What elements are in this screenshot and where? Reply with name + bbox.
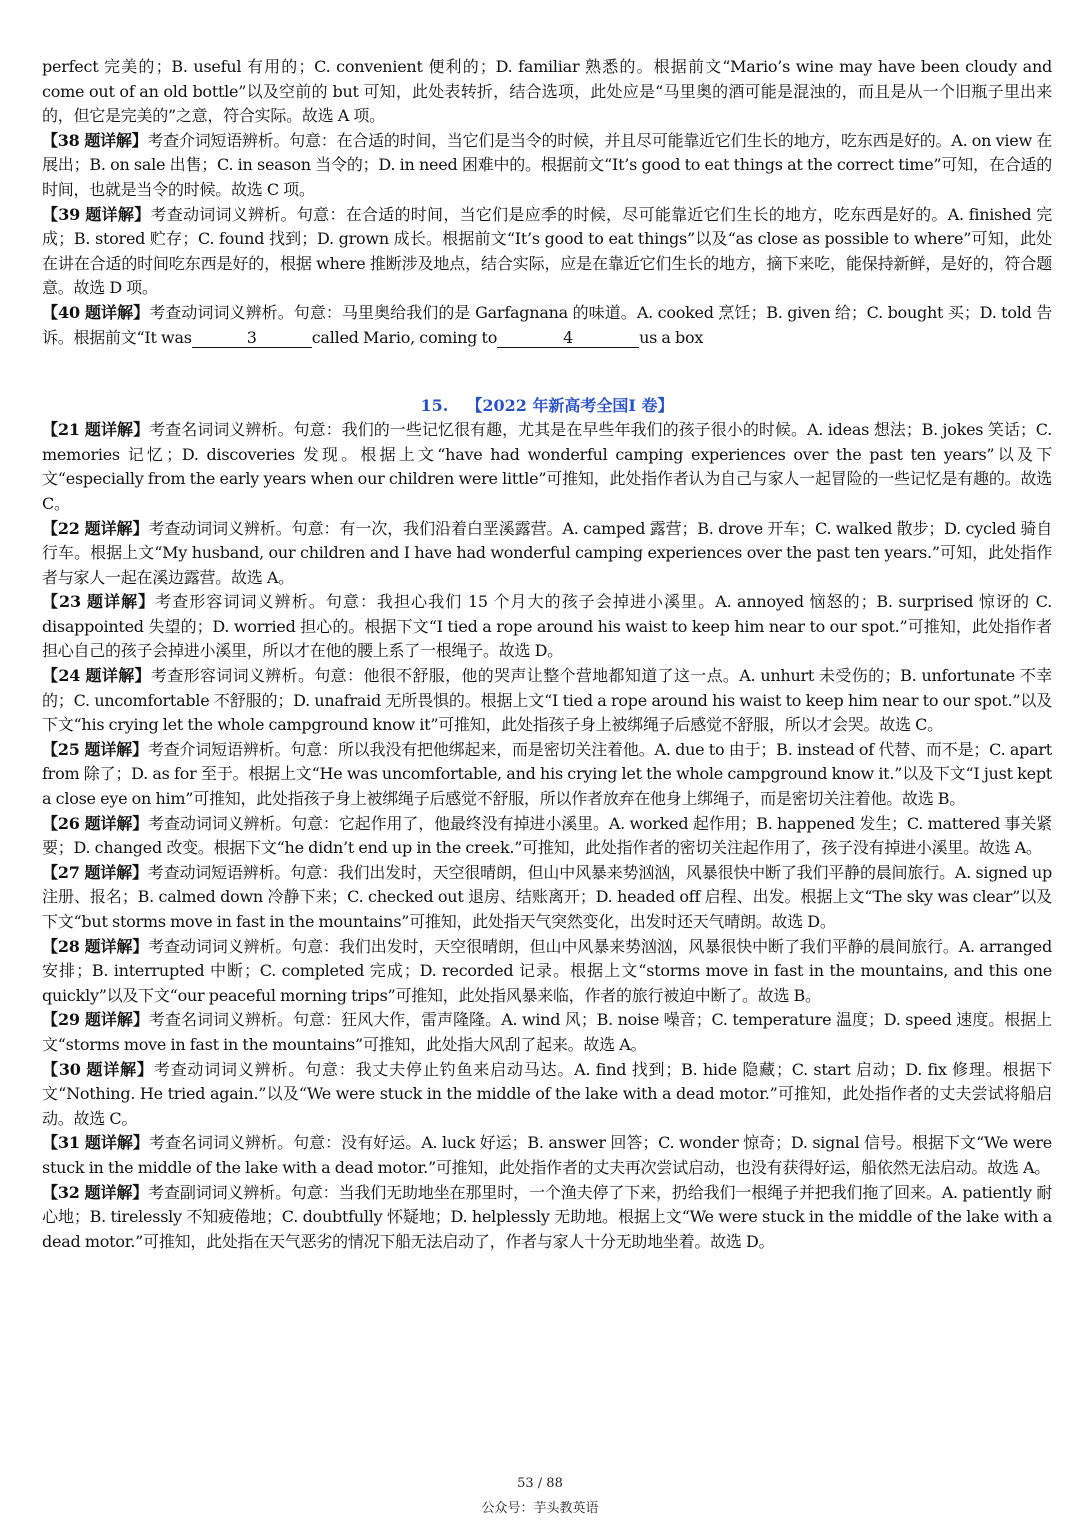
question-label: 【28 题详解】 [42, 936, 149, 956]
paragraph-text: 考查形容词词义辨析。句意：我担心我们 15 个月大的孩子会掉进小溪里。A. annoyed 恼怒的；B. surprised 惊讶的 C. disappointed 失望的；D. worried 担心的。根据下文“I tied a rope around his waist to keep him near to our spot.”可推知，此处指作者担心自己的孩子会掉进小溪里，所以才在他的腰上系了一根绳子。故选 D。 [42, 592, 1052, 661]
paragraph-q31 [42, 1131, 1052, 1180]
paragraph-q24 [42, 664, 1052, 738]
question-label: 【26 题详解】 [42, 813, 149, 833]
paragraph-text: 考查介词短语辨析。句意：所以我没有把他绑起来，而是密切关注着他。A. due to 由于；B. instead of 代替、而不是；C. apart from 除了；D. as for 至于。根据上文“He was uncomfortable, and his crying let the whole campground know it.”以及下文“I just kept a close eye on him”可推知，此处指孩子身上被绑绳子后感觉不舒服，所以作者放弃在他身上绑绳子，而是密切关注着他。故选 B。 [42, 739, 1052, 809]
blank-4: 4 [497, 329, 639, 348]
paragraph-text: called Mario, coming to [311, 327, 498, 347]
paragraph-q39 [42, 203, 1052, 301]
question-label: 【32 题详解】 [42, 1182, 149, 1202]
paragraph-text: 考查名词词义辨析。句意：我们的一些记忆很有趣，尤其是在早些年我们的孩子很小的时候。A. ideas 想法；B. jokes 笑话；C. memories 记忆；D. discoveries 发现。根据上文“have had wonderful camping experiences over the past ten years”以及下文“especially from the early years when our children were little”可推知，此处指作者认为自己与家人一起冒险的一些记忆是有趣的。故选 C。 [42, 420, 1053, 513]
question-label: 【27 题详解】 [42, 862, 148, 882]
paragraph-q29 [42, 1008, 1052, 1057]
paragraph-text: 考查动词词义辨析。句意：我们出发时，天空很晴朗，但山中风暴来势汹汹，风暴很快中断了我们平静的晨间旅行。A. arranged 安排；B. interrupted 中断；C. completed 完成；D. recorded 记录。根据上文“storms move in fast in the mountains, and this one quickly”以及下文“our peaceful morning trips”可推知，此处指风暴来临，作者的旅行被迫中断了。故选 B。 [42, 936, 1052, 1005]
paragraph-q38 [42, 129, 1052, 203]
paragraph-text: 考查动词短语辨析。句意：我们出发时，天空很晴朗，但山中风暴来势汹汹，风暴很快中断了我们平静的晨间旅行。A. signed up 注册、报名；B. calmed down 冷静下来；C. checked out 退房、结账离开；D. headed off 启程、出发。根据上文“The sky was clear”以及下文“but storms move in fast in the mountains”可推知，此处指天气突然变化，出发时还天气晴朗。故选 D。 [42, 862, 1052, 931]
section-number: 15. [420, 396, 449, 416]
footer-note: 公众号：芋头教英语 [481, 1501, 599, 1516]
paragraph-text: 考查动词词义辨析。句意：有一次，我们沿着白垩溪露营。A. camped 露营；B. drove 开车；C. walked 散步；D. cycled 骑自行车。根据上文“My husband, our children and I have had wonderful camping experiences over the past ten years.”可知，此处指作者与家人一起在溪边露营。故选 A。 [42, 518, 1052, 587]
question-label: 【38 题详解】 [42, 130, 148, 150]
paragraph-text: perfect 完美的；B. useful 有用的；C. convenient 便利的；D. familiar 熟悉的。根据前文“Mario’s wine may have been cloudy and come out of an old bottle”以及空前的 but 可知，此处表转折，结合选项，此处应是“马里奥的酒可能是混浊的，而且是从一个旧瓶子里出来的，但它是完美的”之意，符合实际。故选 A 项。 [42, 57, 1052, 126]
blank-3: 3 [192, 329, 312, 348]
paragraph-text: 考查介词短语辨析。句意：在合适的时间，当它们是当令的时候，并且尽可能靠近它们生长的地方，吃东西是好的。A. on view 在展出；B. on sale 出售；C. in season 当令的；D. in need 困难中的。根据前文“It’s good to eat things at the correct time”可知，在合适的时间，也就是当令的时候。故选 C 项。 [42, 130, 1052, 199]
paragraph-q22 [42, 517, 1052, 591]
paragraph-text: 考查动词词义辨析。句意：它起作用了，他最终没有掉进小溪里。A. worked 起作用；B. happened 发生；C. mattered 事关紧要；D. changed 改变。根据下文“he didn’t end up in the creek.”可推知，此处指作者的密切关注起作用了，孩子没有掉进小溪里。故选 A。 [42, 813, 1052, 858]
question-label: 【31 题详解】 [42, 1133, 149, 1153]
paragraph-q26 [42, 812, 1052, 861]
question-label: 【22 题详解】 [42, 518, 149, 538]
page-number: 53 / 88 [517, 1476, 563, 1491]
paragraph-q27 [42, 861, 1052, 935]
paragraph-q23 [42, 590, 1052, 664]
paragraph-q25 [42, 738, 1052, 812]
paragraph-text: 考查名词词义辨析。句意：没有好运。A. luck 好运；B. answer 回答；C. wonder 惊奇；D. signal 信号。根据下文“We were stuck in the middle of the lake with a dead motor.”可推知，此处指作者的丈夫再次尝试启动，也没有获得好运，船依然无法启动。故选 A。 [42, 1133, 1052, 1177]
question-label: 【24 题详解】 [42, 666, 151, 686]
question-label: 【23 题详解】 [42, 592, 156, 612]
paragraph-text: us a box [639, 327, 704, 347]
question-label: 【30 题详解】 [42, 1059, 154, 1079]
question-label: 【21 题详解】 [42, 420, 150, 440]
paragraph-text: 考查名词词义辨析。句意：狂风大作，雷声隆隆。A. wind 风；B. noise 噪音；C. temperature 温度；D. speed 速度。根据上文“storms move in fast in the mountains”可推知，此处指大风刮了起来。故选 A。 [42, 1010, 1052, 1054]
section-heading [42, 394, 1052, 418]
paragraph-text: 考查动词词义辨析。句意：马里奥给我们的是 Garfagnana 的味道。A. cooked 烹饪；B. given 给；C. bought 买；D. told 告诉。根据前文“It was [42, 302, 1052, 347]
paragraph-text: 考查形容词词义辨析。句意：他很不舒服，他的哭声让整个营地都知道了这一点。A. unhurt 未受伤的；B. unfortunate 不幸的；C. uncomfortable 不舒服的；D. unafraid 无所畏惧的。根据上文“I tied a rope around his waist to keep him near to our spot.”以及下文“his crying let the whole campground know it”可推知，此处指孩子身上被绑绳子后感觉不舒服，所以才会哭。故选 C。 [42, 666, 1052, 735]
question-label: 【40 题详解】 [42, 302, 150, 322]
paragraph-q30 [42, 1058, 1052, 1132]
question-label: 【29 题详解】 [42, 1010, 149, 1030]
section-title: 【2022 年新高考全国I 卷】 [466, 396, 674, 416]
paragraph-q21 [42, 418, 1052, 516]
paragraph-q32 [42, 1181, 1052, 1255]
question-label: 【39 题详解】 [42, 204, 151, 224]
paragraph-q28 [42, 935, 1052, 1009]
paragraph-q40 [42, 301, 1052, 350]
paragraph-text: 考查动词词义辨析。句意：在合适的时间，当它们是应季的时候，尽可能靠近它们生长的地方，吃东西是好的。A. finished 完成；B. stored 贮存；C. found 找到；D. grown 成长。根据前文“It’s good to eat things”以及“as close as possible to where”可知，此处在讲在合适的时间吃东西是好的，根据 where 推断涉及地点，结合实际，应是在靠近它们生长的地方，摘下来吃，能保持新鲜，是好的，符合题意。故选 D 项。 [42, 204, 1052, 298]
paragraph-text: 考查副词词义辨析。句意：当我们无助地坐在那里时，一个渔夫停了下来，扔给我们一根绳子并把我们拖了回来。A. patiently 耐心地；B. tirelessly 不知疲倦地；C. doubtfully 怀疑地；D. helplessly 无助地。根据上文“We were stuck in the middle of the lake with a dead motor.”可推知，此处指在天气恶劣的情况下船无法启动了，作者与家人十分无助地坐着。故选 D。 [42, 1182, 1052, 1251]
paragraph-q37-continued [42, 55, 1052, 129]
paragraph-text: 考查动词词义辨析。句意：我丈夫停止钓鱼来启动马达。A. find 找到；B. hide 隐藏；C. start 启动；D. fix 修理。根据下文“Nothing. He tried again.”以及“We were stuck in the middle of the lake with a dead motor.”可推知，此处指作者的丈夫尝试将船启动。故选 C。 [42, 1059, 1052, 1128]
section-spacer [42, 350, 1052, 394]
question-label: 【25 题详解】 [42, 739, 148, 759]
